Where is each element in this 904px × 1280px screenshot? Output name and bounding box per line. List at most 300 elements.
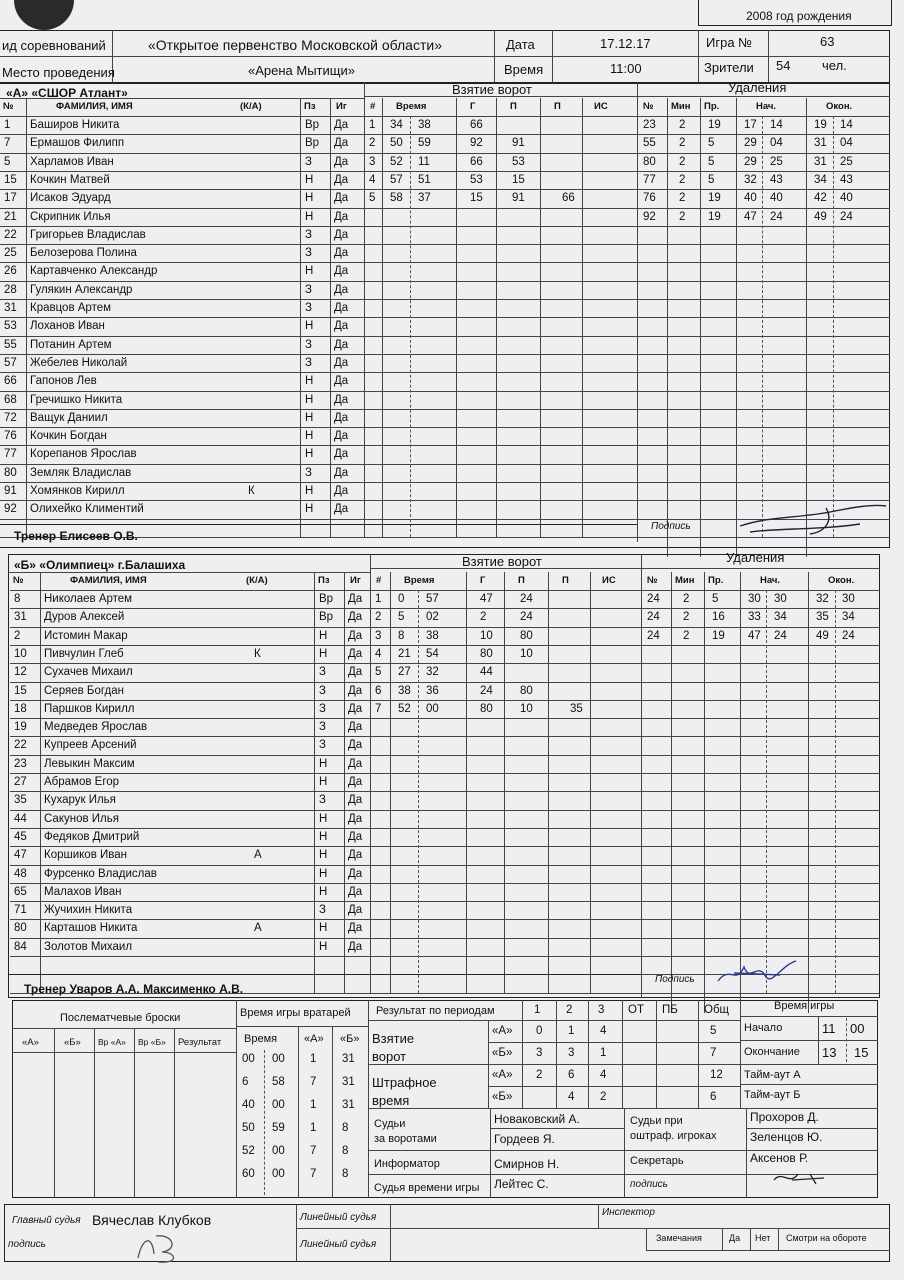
penalty-end-min: 31 — [814, 155, 827, 168]
penalty-end-sec: 30 — [842, 593, 855, 605]
player-name: Сакунов Илья — [44, 812, 119, 825]
player-played: Да — [348, 647, 363, 660]
goalie-col-b: «Б» — [340, 1033, 360, 1045]
period-value: 2 — [536, 1069, 543, 1081]
team-b-coach: Тренер Уваров А.А. Максименко А.В. — [24, 982, 244, 996]
penalty-minutes: 2 — [679, 155, 686, 168]
team-b-title: «Б» «Олимпиец» г.Балашиха — [14, 558, 186, 572]
player-position: Н — [319, 867, 328, 880]
team_a-hdr-end: Окон. — [826, 101, 853, 112]
player-number: 1 — [4, 119, 11, 131]
goalie-change-second: 00 — [272, 1053, 285, 1065]
goal-minute: 34 — [390, 119, 403, 131]
player-name: Паршков Кирилл — [44, 702, 135, 715]
goalie-a-number: 1 — [310, 1099, 317, 1111]
player-name: Купреев Арсений — [44, 739, 137, 752]
secretary-signature — [770, 1166, 830, 1190]
penalty-minutes: 2 — [679, 119, 686, 131]
goal-number: 6 — [375, 684, 382, 697]
rule-line — [466, 572, 467, 993]
player-number: 53 — [4, 320, 17, 333]
shootout-col-result: Результат — [178, 1037, 222, 1048]
player-position: Н — [319, 885, 328, 898]
player-name: Харламов Иван — [30, 155, 114, 168]
player-position: Н — [305, 210, 314, 223]
penalty-start-sec: 24 — [774, 629, 787, 642]
rule-line — [0, 445, 890, 446]
player-played: Да — [334, 503, 349, 516]
team_a-hdr-pz: Пз — [304, 101, 316, 112]
team-b-signature-label: Подпись — [655, 974, 695, 985]
goal-minute: 57 — [390, 173, 403, 186]
team_a-hdr-gtime: Время — [396, 101, 427, 112]
goal-minute: 38 — [398, 684, 411, 697]
team_a-hdr-start: Нач. — [756, 101, 777, 112]
goal-scorer: 53 — [470, 173, 483, 186]
rule-line — [330, 98, 331, 537]
goal-minute: 5 — [398, 611, 405, 624]
player-number: 22 — [14, 739, 27, 752]
player-number: 80 — [14, 922, 27, 935]
player-played: Да — [334, 265, 349, 278]
period-row-team: «А» — [492, 1069, 513, 1081]
header-table — [0, 30, 890, 84]
rule-line — [418, 590, 419, 993]
penalty-start-min: 40 — [744, 192, 757, 205]
player-played: Да — [334, 485, 349, 497]
player-name: Корепанов Ярослав — [30, 448, 137, 461]
player-played: Да — [334, 356, 349, 369]
penalty-start-min: 29 — [744, 137, 757, 150]
player-number: 15 — [14, 684, 27, 697]
rule-line — [0, 464, 890, 465]
team-a-title: «А» «СШОР Атлант» — [6, 86, 128, 100]
player-played: Да — [334, 430, 349, 443]
player-number: 65 — [14, 885, 27, 898]
date-label: Дата — [506, 37, 535, 52]
player-number: 35 — [14, 794, 27, 807]
player-played: Да — [334, 466, 349, 479]
goal-number: 5 — [375, 666, 382, 679]
player-position: З — [305, 466, 312, 479]
player-played: Да — [348, 904, 363, 917]
team_b-hdr-start: Нач. — [760, 575, 781, 586]
rule-line — [370, 572, 371, 993]
player-played: Да — [348, 629, 363, 642]
player-position: Н — [305, 375, 314, 388]
game-start-label: Начало — [744, 1022, 783, 1034]
player-name: Фурсенко Владислав — [44, 867, 157, 880]
player-position: З — [319, 721, 326, 734]
rule-line — [10, 919, 880, 920]
rule-line — [0, 354, 890, 355]
player-position: Н — [305, 320, 314, 333]
team_b-hdr-gtime: Время — [404, 575, 435, 586]
goal-second: 36 — [426, 684, 439, 697]
player-position: Н — [305, 173, 314, 186]
player-played: Да — [334, 192, 349, 205]
goalie-change-second: 00 — [272, 1168, 285, 1180]
player-number: 28 — [4, 283, 17, 296]
rule-line — [410, 116, 411, 537]
team-a-penalties-title: Удаления — [728, 80, 787, 95]
goal-number: 3 — [369, 155, 376, 168]
rule-line — [548, 572, 549, 993]
player-position: З — [305, 356, 312, 369]
team-a-goals-title: Взятие ворот — [452, 82, 532, 97]
player-played: Да — [348, 794, 363, 807]
goalie-change-minute: 00 — [242, 1053, 255, 1065]
player-played: Да — [348, 830, 363, 843]
penalty-end-min: 49 — [816, 629, 829, 642]
player-name: Жебелев Николай — [30, 356, 128, 369]
player-position: Н — [319, 757, 328, 770]
player-position: Н — [305, 192, 314, 205]
goalie-change-second: 00 — [272, 1145, 285, 1157]
player-played: Да — [348, 611, 363, 624]
informer-name: Смирнов Н. — [494, 1157, 560, 1171]
penalty-reason: 16 — [712, 611, 725, 624]
period-column-header: 2 — [566, 1004, 573, 1016]
penalty-judge-1: Прохоров Д. — [750, 1110, 819, 1124]
player-number: 68 — [4, 393, 17, 406]
goal-second: 11 — [418, 155, 430, 168]
penalty-judge-2: Зеленцов Ю. — [750, 1130, 823, 1144]
penalty-end-sec: 25 — [840, 155, 853, 168]
player-role: К — [248, 485, 255, 497]
player-number: 22 — [4, 228, 17, 241]
team_a-hdr-num: № — [3, 101, 14, 112]
penalty-player: 24 — [647, 593, 660, 605]
rule-line — [368, 1020, 740, 1021]
team-a-signature — [730, 498, 890, 542]
player-position: З — [305, 155, 312, 168]
player-name: Потанин Артем — [30, 338, 112, 351]
rule-line — [833, 116, 834, 537]
player-number: 45 — [14, 830, 27, 843]
rule-line — [0, 427, 890, 428]
goal-minute: 58 — [390, 192, 403, 205]
goalie-change-minute: 40 — [242, 1099, 255, 1111]
penalty-player: 80 — [643, 155, 656, 168]
rule-line — [10, 590, 880, 591]
penalty-player: 77 — [643, 173, 656, 186]
player-position: Н — [305, 430, 314, 443]
player-number: 71 — [14, 904, 27, 917]
player-played: Да — [348, 593, 363, 605]
rule-line — [10, 645, 880, 646]
player-name: Сухачев Михаил — [44, 666, 133, 679]
spectators-unit: чел. — [822, 58, 847, 73]
team_a-hdr-ig: Иг — [336, 101, 347, 112]
player-played: Да — [348, 776, 363, 788]
player-position: Н — [319, 849, 328, 862]
penalty-reason: 19 — [708, 119, 721, 131]
player-played: Да — [334, 338, 349, 351]
goal-second: 32 — [426, 666, 439, 679]
rule-line — [622, 1000, 623, 1108]
penalty-minutes: 2 — [679, 137, 686, 150]
timekeeper-name: Лейтес С. — [494, 1177, 549, 1191]
penalty-start-min: 47 — [748, 629, 761, 642]
rule-line — [10, 700, 880, 701]
rule-line — [488, 1086, 740, 1087]
remarks-yes: Да — [729, 1233, 741, 1243]
penalty-minutes: 2 — [679, 210, 686, 223]
player-position: Н — [305, 485, 314, 497]
rule-line — [10, 755, 880, 756]
goalie-a-number: 1 — [310, 1122, 317, 1134]
penalty-end-sec: 40 — [840, 192, 853, 205]
penalty-end-min: 35 — [816, 611, 829, 624]
goalie-change-minute: 52 — [242, 1145, 255, 1157]
player-position: Н — [305, 411, 314, 424]
period-value: 0 — [536, 1025, 543, 1037]
goal-judge-2: Гордеев Я. — [494, 1132, 555, 1146]
player-number: 21 — [4, 210, 17, 223]
rule-line — [556, 1000, 557, 1108]
goal-assist-1: 80 — [520, 684, 533, 697]
goal-scorer: 10 — [480, 629, 493, 642]
rule-line — [496, 98, 497, 537]
rule-line — [10, 736, 880, 737]
rule-line — [766, 590, 767, 993]
inspector-label: Инспектор — [602, 1207, 655, 1218]
goal-second: 38 — [418, 119, 431, 131]
goal-number: 7 — [375, 702, 382, 715]
player-name: Коршиков Иван — [44, 849, 127, 862]
rule-line — [0, 226, 890, 227]
rule-line — [488, 1042, 740, 1043]
rule-line — [0, 299, 890, 300]
remarks-no: Нет — [755, 1233, 771, 1243]
player-position: Н — [319, 647, 328, 660]
rule-line — [835, 590, 836, 993]
penalty-start-sec: 40 — [770, 192, 783, 205]
goal-scorer: 44 — [480, 666, 493, 679]
rule-line — [10, 791, 880, 792]
player-played: Да — [334, 228, 349, 241]
goalie-change-minute: 50 — [242, 1122, 255, 1134]
penalty-end-sec: 24 — [840, 210, 853, 223]
player-role: А — [254, 849, 262, 862]
goal-second: 02 — [426, 611, 439, 624]
player-name: Пивчулин Глеб — [44, 647, 124, 660]
venue-name: «Арена Мытищи» — [248, 63, 355, 78]
player-played: Да — [348, 739, 363, 752]
penalty-start-sec: 14 — [770, 119, 783, 131]
player-position: Вр — [305, 137, 320, 150]
player-name: Лоханов Иван — [30, 320, 105, 333]
penalty-start-min: 30 — [748, 593, 761, 605]
rule-line — [10, 901, 880, 902]
rule-line — [368, 1064, 488, 1065]
goal-minute: 0 — [398, 593, 405, 605]
player-played: Да — [334, 247, 349, 260]
player-played: Да — [334, 375, 349, 388]
goalie-change-second: 58 — [272, 1076, 285, 1088]
player-name: Гречишко Никита — [30, 393, 123, 406]
penalty-end-sec: 14 — [840, 119, 853, 131]
pim-row-label-1: Штрафное — [372, 1075, 437, 1090]
birth-year: 2008 год рождения — [746, 9, 852, 23]
goal-scorer: 92 — [470, 137, 483, 150]
player-position: З — [319, 739, 326, 752]
goal-assist-2: 66 — [562, 192, 575, 205]
shootout-col-gb: Вр «Б» — [138, 1037, 166, 1047]
penalty-reason: 5 — [708, 173, 715, 186]
player-name: Баширов Никита — [30, 119, 120, 131]
player-name: Григорьев Владислав — [30, 228, 146, 241]
player-position: Н — [319, 812, 328, 825]
rule-line — [762, 116, 763, 537]
linesman-label-1: Линейный судья — [300, 1212, 377, 1223]
period-value: 4 — [600, 1025, 607, 1037]
rule-line — [582, 98, 583, 537]
player-name: Медведев Ярослав — [44, 721, 148, 734]
chief-referee-label: Главный судья — [12, 1215, 81, 1226]
player-played: Да — [334, 448, 349, 461]
rule-line — [10, 718, 880, 719]
penalty-reason: 19 — [708, 192, 721, 205]
goalie-change-minute: 6 — [242, 1076, 249, 1088]
secretary-signature-label: подпись — [630, 1179, 668, 1190]
goal-number: 1 — [375, 593, 382, 605]
period-column-header: ПБ — [662, 1004, 678, 1016]
team_b-hdr-end: Окон. — [828, 575, 855, 586]
goalie-time-title: Время игры вратарей — [240, 1007, 351, 1019]
penalty-reason: 5 — [708, 137, 715, 150]
player-played: Да — [348, 702, 363, 715]
player-number: 10 — [14, 647, 27, 660]
player-number: 44 — [14, 812, 27, 825]
player-played: Да — [348, 922, 363, 935]
secretary-name: Аксенов Р. — [750, 1151, 809, 1165]
goalie-change-minute: 60 — [242, 1168, 255, 1180]
player-name: Абрамов Егор — [44, 776, 120, 788]
period-value: 5 — [710, 1025, 717, 1037]
goal-assist-1: 80 — [520, 629, 533, 642]
period-value: 4 — [600, 1069, 607, 1081]
team_b-hdr-ig: Иг — [350, 575, 361, 586]
goal-number: 1 — [369, 119, 376, 131]
player-number: 47 — [14, 849, 27, 862]
goalie-b-number: 8 — [342, 1168, 349, 1180]
rule-line — [0, 134, 890, 135]
player-name: Дуров Алексей — [44, 611, 125, 624]
period-value: 3 — [568, 1047, 575, 1059]
period-value: 1 — [600, 1047, 607, 1059]
player-role: К — [254, 647, 261, 660]
rule-line — [26, 98, 27, 537]
rule-line — [364, 98, 365, 537]
player-name: Левыкин Максим — [44, 757, 135, 770]
rule-line — [504, 572, 505, 993]
rule-line — [10, 828, 880, 829]
game-end-label: Окончание — [744, 1046, 800, 1058]
rule-line — [488, 1064, 740, 1065]
rule-line — [10, 627, 880, 628]
player-name: Кочкин Матвей — [30, 173, 110, 186]
player-name: Ващук Даниил — [30, 411, 108, 424]
penalty-player: 55 — [643, 137, 656, 150]
rule-line — [10, 663, 880, 664]
rule-line — [0, 153, 890, 154]
player-name: Гулякин Александр — [30, 283, 133, 296]
chief-referee-signature — [128, 1228, 188, 1266]
goalie-b-number: 31 — [342, 1053, 355, 1065]
goal-second: 54 — [426, 647, 439, 660]
player-number: 72 — [4, 411, 17, 424]
rule-line — [0, 116, 890, 117]
goal-assist-1: 91 — [512, 137, 525, 150]
rule-line — [522, 1000, 523, 1108]
player-number: 25 — [4, 247, 17, 260]
rule-line — [344, 572, 345, 993]
penalty-start-min: 47 — [744, 210, 757, 223]
goal-assist-1: 91 — [512, 192, 525, 205]
game-end-hour: 13 — [822, 1045, 837, 1060]
goal-scorer: 2 — [480, 611, 487, 624]
rule-line — [0, 189, 890, 190]
team-b-goals-title: Взятие ворот — [462, 554, 542, 569]
game-start-min: 00 — [850, 1021, 865, 1036]
goal-second: 38 — [426, 629, 439, 642]
goal-scorer: 24 — [480, 684, 493, 697]
player-played: Да — [348, 940, 363, 953]
player-position: Н — [305, 503, 314, 516]
chief-referee-name: Вячеслав Клубков — [92, 1212, 212, 1228]
team_b-hdr-pr: Пр. — [708, 575, 724, 586]
rule-line — [10, 810, 880, 811]
player-position: З — [305, 338, 312, 351]
player-played: Да — [334, 302, 349, 314]
rule-line — [0, 281, 890, 282]
player-position: З — [319, 684, 326, 697]
rule-line — [0, 244, 890, 245]
time-label: Время — [504, 62, 544, 77]
team-b-signature — [710, 955, 800, 991]
penalty-player: 23 — [643, 119, 656, 131]
player-name: Кравцов Артем — [30, 302, 112, 314]
player-number: 57 — [4, 356, 17, 369]
player-position: Н — [319, 830, 328, 843]
linesman-label-2: Линейный судья — [300, 1239, 377, 1250]
player-played: Да — [334, 210, 349, 223]
goal-minute: 52 — [390, 155, 403, 168]
player-number: 92 — [4, 503, 17, 516]
chief-signature-label: подпись — [8, 1239, 46, 1250]
competition-label: ид соревнований — [2, 38, 106, 53]
spectators-label: Зрители — [704, 60, 754, 75]
penalty-minutes: 2 — [683, 629, 690, 642]
goalie-change-second: 00 — [272, 1099, 285, 1111]
player-position: Н — [319, 940, 328, 953]
venue-label: Место проведения — [2, 65, 115, 80]
rule-line — [300, 98, 301, 537]
timekeeper-label: Судья времени игры — [374, 1182, 480, 1194]
player-position: Н — [305, 265, 314, 278]
rule-line — [10, 608, 880, 609]
player-name: Серяев Богдан — [44, 684, 124, 697]
player-name: Земляк Владислав — [30, 466, 132, 479]
rule-line — [0, 317, 890, 318]
rule-line — [10, 682, 880, 683]
goal-number: 4 — [369, 173, 376, 186]
player-played: Да — [348, 684, 363, 697]
penalty-end-min: 19 — [814, 119, 827, 131]
period-value: 12 — [710, 1069, 723, 1081]
